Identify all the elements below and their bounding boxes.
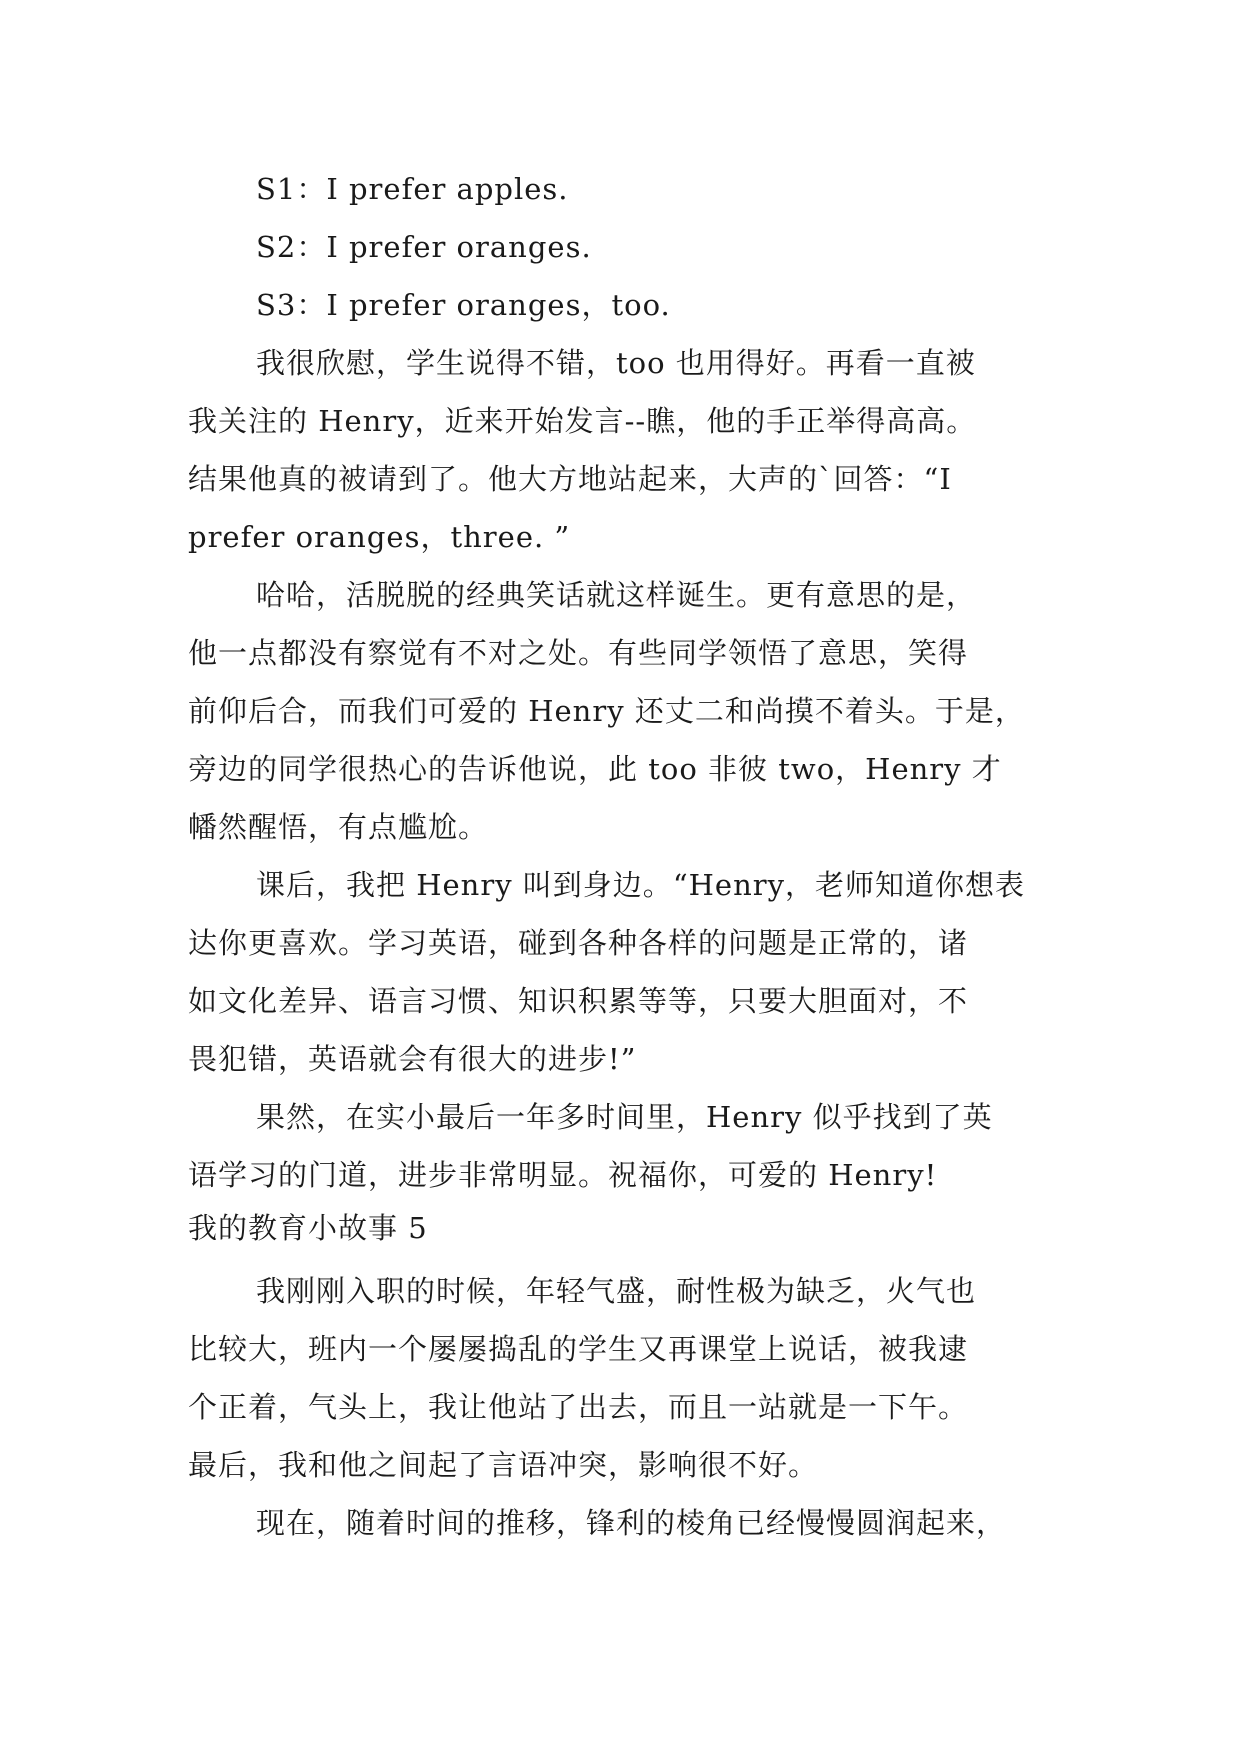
paragraph-line: 幡然醒悟，有点尴尬。 (188, 810, 489, 844)
paragraph-6 (188, 1494, 1068, 1552)
paragraph-line: 最后，我和他之间起了言语冲突，影响很不好。 (188, 1448, 819, 1482)
dialog-line-s2: S2：I prefer oranges. (256, 230, 592, 264)
paragraph-line: 现在，随着时间的推移，锋利的棱角已经慢慢圆润起来， (256, 1506, 1007, 1540)
paragraph-4 (188, 1088, 1068, 1204)
paragraph-line: 达你更喜欢。学习英语，碰到各种各样的问题是正常的，诸 (188, 926, 969, 960)
paragraph-line: 果然，在实小最后一年多时间里，Henry 似乎找到了英 (256, 1100, 993, 1134)
section-title: 我的教育小故事 5 (188, 1211, 428, 1245)
paragraph-5 (188, 1262, 1068, 1494)
paragraph-line: 旁边的同学很热心的告诉他说，此 too 非彼 two，Henry 才 (188, 752, 1002, 786)
paragraph-line: 个正着，气头上，我让他站了出去，而且一站就是一下午。 (188, 1390, 969, 1424)
paragraph-line: 我关注的 Henry，近来开始发言--瞧，他的手正举得高高。 (188, 404, 977, 438)
paragraph-line: 他一点都没有察觉有不对之处。有些同学领悟了意思，笑得 (188, 636, 969, 670)
paragraph-line: 语学习的门道，进步非常明显。祝福你，可爱的 Henry! (188, 1158, 938, 1192)
dialog-line-s3: S3：I prefer oranges，too. (256, 288, 671, 322)
paragraph-line: 比较大，班内一个屡屡捣乱的学生又再课堂上说话，被我逮 (188, 1332, 969, 1366)
paragraph-line: 如文化差异、语言习惯、知识积累等等，只要大胆面对，不 (188, 984, 969, 1018)
paragraph-line: 畏犯错，英语就会有很大的进步!” (188, 1042, 637, 1076)
paragraph-line: 我很欣慰，学生说得不错，too 也用得好。再看一直被 (256, 346, 976, 380)
paragraph-1 (188, 334, 1068, 566)
document-body (188, 160, 1068, 1552)
paragraph-2 (188, 566, 1068, 856)
paragraph-line: 课后，我把 Henry 叫到身边。“Henry，老师知道你想表 (256, 868, 1026, 902)
paragraph-line: 前仰后合，而我们可爱的 Henry 还丈二和尚摸不着头。于是， (188, 694, 1025, 728)
paragraph-line: 我刚刚入职的时候，年轻气盛，耐性极为缺乏，火气也 (256, 1274, 977, 1308)
dialog-line-s1: S1：I prefer apples. (256, 172, 569, 206)
paragraph-line: prefer oranges，three. ” (188, 520, 571, 554)
paragraph-3 (188, 856, 1068, 1088)
paragraph-line: 哈哈，活脱脱的经典笑话就这样诞生。更有意思的是， (256, 578, 977, 612)
paragraph-line: 结果他真的被请到了。他大方地站起来，大声的`回答：“I (188, 462, 952, 496)
